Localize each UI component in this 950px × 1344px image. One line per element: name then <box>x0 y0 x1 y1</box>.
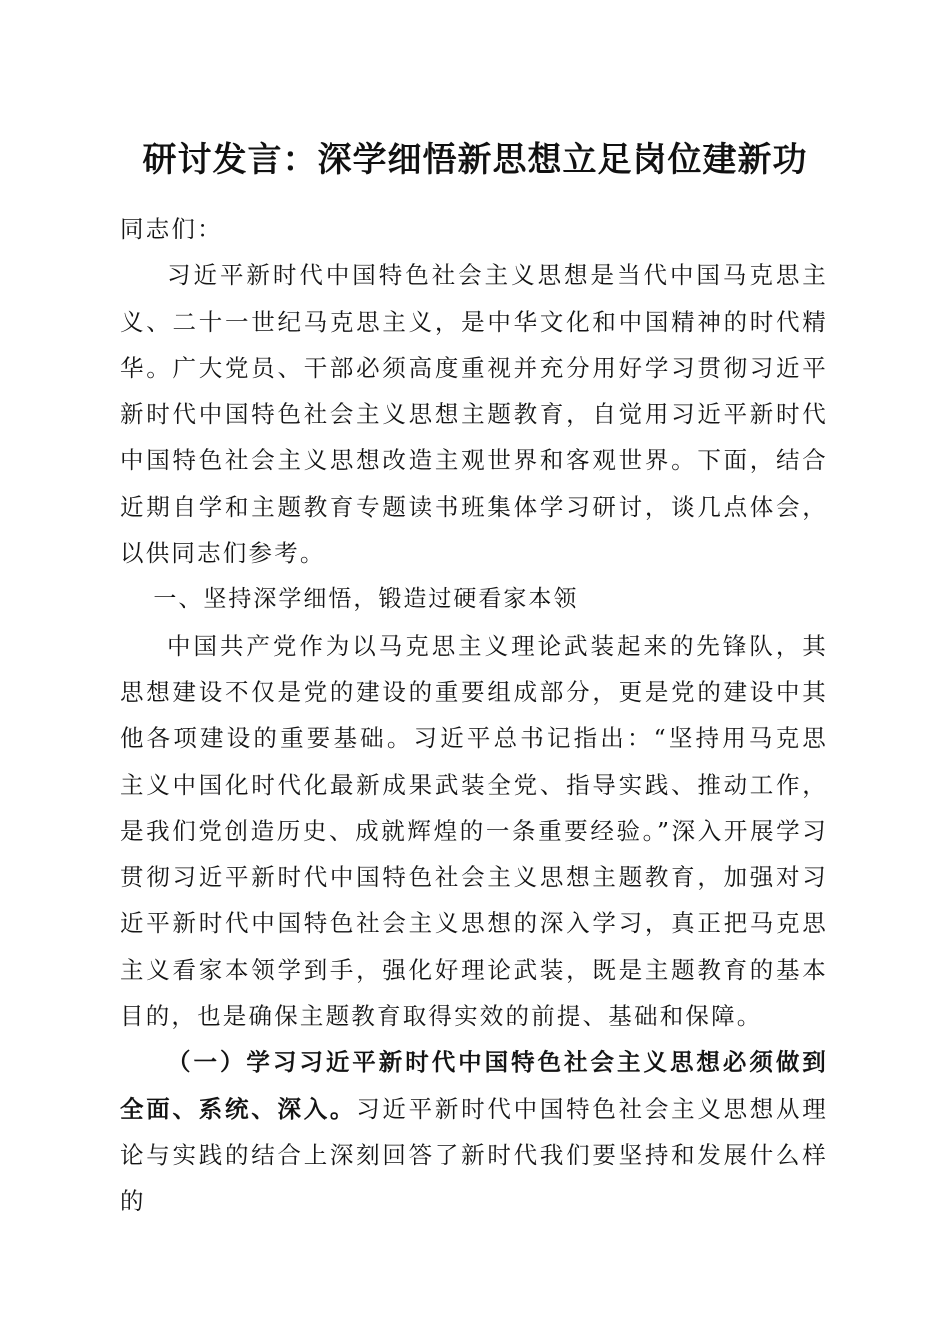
section-heading-1: 一、坚持深学细悟，锻造过硬看家本领 <box>153 586 579 613</box>
salutation: 同志们： <box>120 215 223 243</box>
paragraph-section1: 中国共产党作为以马克思主义理论武装起来的先锋队，其思想建设不仅是党的建设的重要组成部分，更是党的建设中其他各项建设的重要基础。习近平总书记指出：“坚持用马克思主义中国化时代化最新成果武装全党、指导实践、推动工作，是我们党创造历史、成就辉煌的一条重要经验。”深入开展学习贯彻习近平新时代中国特色社会主义思想主题教育，加强对习近平新时代中国特色社会主义思想的深入学习，真正把马克思主义看家本领学到手，强化好理论武装，既是主题教育的基本目的，也是确保主题教育取得实效的前提、基础和保障。 <box>120 631 828 1031</box>
paragraph-intro: 习近平新时代中国特色社会主义思想是当代中国马克思主义、二十一世纪马克思主义，是中华文化和中国精神的时代精华。广大党员、干部必须高度重视并充分用好学习贯彻习近平新时代中国特色社会主义思想主题教育，自觉用习近平新时代中国特色社会主义思想改造主观世界和客观世界。下面，结合近期自学和主题教育专题读书班集体学习研讨，谈几点体会，以供同志们参考。 <box>120 261 828 568</box>
document-body <box>120 206 828 1225</box>
subsection-text-1: 习近平新时代中国特色社会主义思想从理论与实践的结合上深刻回答了新时代我们要坚持和发展什么样的 <box>120 1094 828 1216</box>
document-title: 研讨发言：深学细悟新思想立足岗位建新功 <box>142 140 808 180</box>
subsection-heading-1: （一）学习习近平新时代中国特色社会主义思想必须做到全面、系统、深入。 <box>120 1048 828 1123</box>
paragraph-subsection1 <box>120 1039 828 1224</box>
